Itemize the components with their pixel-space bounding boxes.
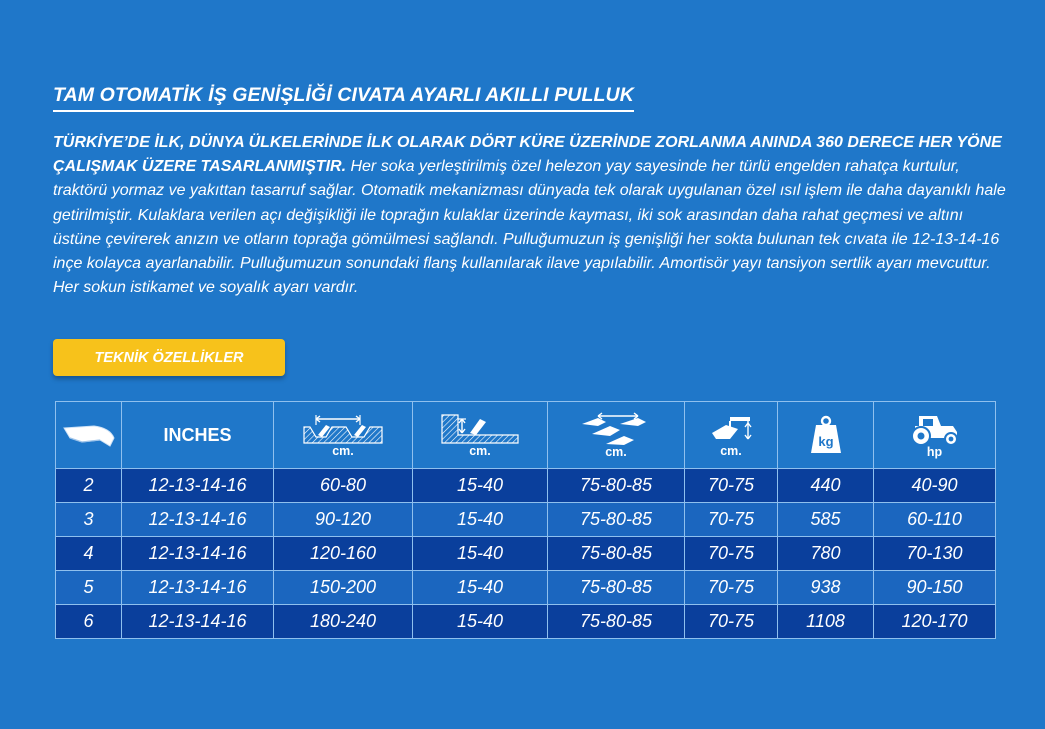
weight-cell: 440 [778,469,874,503]
weight-cell: 938 [778,571,874,605]
depth-cell: 15-40 [413,571,548,605]
power-cell: 70-130 [874,537,996,571]
work-width-cell: 150-200 [274,571,413,605]
clearance-icon [708,413,754,445]
plow-count-cell: 6 [56,605,122,639]
depth-unit: cm. [469,443,491,458]
table-row [56,537,996,571]
weight-cell: 780 [778,537,874,571]
work-width-cell: 90-120 [274,503,413,537]
table-row [56,571,996,605]
tractor-icon [907,412,963,446]
table-row [56,503,996,537]
body-spacing-cell: 75-80-85 [548,503,685,537]
product-description [53,131,1013,300]
description-body: Her soka yerleştirilmiş özel helezon yay sayesinde her türlü engelden rahatça kurtulur, traktörü yormaz ve yakıttan tasarruf sağlar. Otomatik mekanizması dünyada tek olarak uygulanan özel ısıl işlem ile daha dayanıklı hale getirilmiştir. Kulaklara verilen açı değişikliği ile toprağın kulaklar üzerinde kayması, iki sok arasından daha rahat geçmesi ve altını üstüne çevirerek anızın ve otların toprağa gömülmesi sağlandı. Pulluğumuzun iş genişliği her sokta bulunan tek cıvata ile 12-13-14-16 inçe kolayca ayarlanabilir. Pulluğumuzun sonundaki flanş kullanılarak ilave yapılabilir. Amortisör yayı tansiyon sertlik ayarı mevcuttur. Her sokun istikamet ve soyalık ayarı vardır. [53,158,1006,297]
header-plow-count [56,402,122,469]
work-width-cell: 180-240 [274,605,413,639]
power-unit: hp [926,444,943,459]
clearance-cell: 70-75 [685,605,778,639]
inches-cell: 12-13-14-16 [122,605,274,639]
description-lead: TÜRKİYE’DE İLK, DÜNYA ÜLKELERİNDE İLK OLARAK DÖRT KÜRE ÜZERİNDE ZORLANMA ANINDA 360 DERECE HER YÖNE ÇALIŞMAK ÜZERE TASARLANMIŞTIR. [53,134,1002,176]
work-width-cell: 120-160 [274,537,413,571]
plowing-depth-icon [440,413,520,445]
technical-specs-button[interactable]: TEKNİK ÖZELLİKLER [53,339,285,376]
weight-icon [809,415,843,455]
page-title: TAM OTOMATİK İŞ GENİŞLİĞİ CIVATA AYARLI AKILLI PULLUK [53,84,634,112]
spec-table-body [56,469,996,639]
body-spacing-unit: cm. [605,444,627,459]
weight-cell: 1108 [778,605,874,639]
power-cell: 90-150 [874,571,996,605]
weight-cell: 585 [778,503,874,537]
clearance-cell: 70-75 [685,571,778,605]
inches-cell: 12-13-14-16 [122,537,274,571]
plow-count-cell: 3 [56,503,122,537]
clearance-cell: 70-75 [685,469,778,503]
header-body-spacing [548,402,685,469]
depth-cell: 15-40 [413,503,548,537]
power-cell: 40-90 [874,469,996,503]
inches-cell: 12-13-14-16 [122,503,274,537]
work-width-icon [302,413,384,445]
header-power [874,402,996,469]
table-row [56,469,996,503]
body-spacing-icon [576,412,656,446]
inches-cell: 12-13-14-16 [122,469,274,503]
body-spacing-cell: 75-80-85 [548,469,685,503]
plow-count-cell: 2 [56,469,122,503]
table-header-row [56,402,996,469]
plow-share-icon [60,420,118,450]
clearance-unit: cm. [720,443,742,458]
power-cell: 60-110 [874,503,996,537]
body-spacing-cell: 75-80-85 [548,537,685,571]
header-inches [122,402,274,469]
table-row [56,605,996,639]
header-work-width [274,402,413,469]
header-weight [778,402,874,469]
clearance-cell: 70-75 [685,537,778,571]
power-cell: 120-170 [874,605,996,639]
depth-cell: 15-40 [413,537,548,571]
header-depth [413,402,548,469]
body-spacing-cell: 75-80-85 [548,571,685,605]
body-spacing-cell: 75-80-85 [548,605,685,639]
plow-count-cell: 4 [56,537,122,571]
plow-count-cell: 5 [56,571,122,605]
clearance-cell: 70-75 [685,503,778,537]
depth-cell: 15-40 [413,605,548,639]
inches-cell: 12-13-14-16 [122,571,274,605]
spec-table [55,401,996,639]
header-clearance [685,402,778,469]
weight-icon-label: kg [817,434,834,449]
depth-cell: 15-40 [413,469,548,503]
work-width-unit: cm. [332,443,354,458]
header-inches-label: INCHES [163,424,232,445]
work-width-cell: 60-80 [274,469,413,503]
